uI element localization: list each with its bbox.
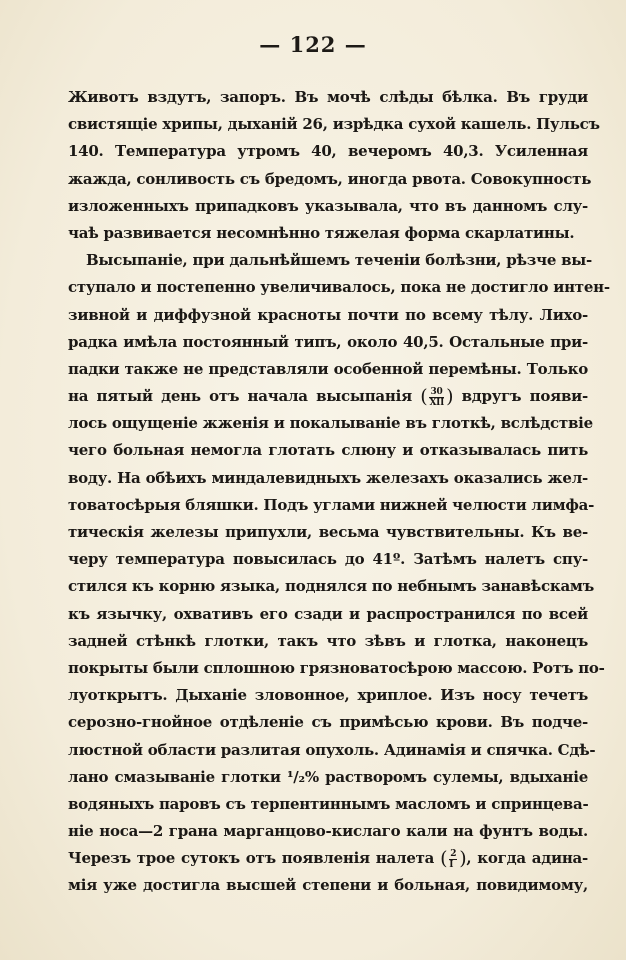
text-line: покрыты были сплошною грязноватосѣрою массою. Ротъ по-	[68, 658, 605, 677]
text-line: жажда, сонливость съ бредомъ, иногда рвота. Совокупность	[68, 169, 592, 188]
text-line: люстной области разлитая опухоль. Адинамія и спячка. Сдѣ-	[68, 740, 596, 759]
text-line-with-fraction	[68, 383, 588, 410]
text-line: ніе носа—2 грана марганцово-кислаго кали на фунтъ воды.	[68, 822, 588, 841]
date-fraction	[429, 387, 444, 408]
paren-open: (	[440, 847, 448, 870]
text-line: Высыпаніе, при дальнѣйшемъ теченіи болѣзни, рѣзче вы-	[86, 251, 593, 270]
text-line: задней стѣнкѣ глотки, такъ что зѣвъ и глотка, наконецъ	[68, 631, 588, 650]
text-line: чаѣ развивается несомнѣнно тяжелая форма скарлатины.	[68, 223, 575, 242]
body-text	[68, 84, 610, 900]
date-fraction	[449, 849, 457, 870]
text-segment: , когда адина-	[466, 849, 588, 868]
text-line: падки также не представляли особенной перемѣны. Только	[68, 359, 588, 378]
text-line: мія уже достигла высшей степени и больная, повидимому,	[68, 876, 588, 895]
text-segment: на пятый день отъ начала высыпанія	[68, 387, 412, 406]
paren-close: )	[459, 847, 467, 870]
text-segment: вдругъ появи-	[461, 387, 588, 406]
text-line-with-fraction	[68, 845, 588, 872]
text-line: черу температура повысилась до 41º. Затѣмъ налетъ спу-	[68, 550, 588, 569]
text-line: тическія железы припухли, весьма чувствительны. Къ ве-	[68, 523, 588, 541]
text-line: лано смазываніе глотки ¹/₂% растворомъ сулемы, вдыханіе	[68, 767, 588, 786]
text-line: Животъ вздутъ, запоръ. Въ мочѣ слѣды бѣлка. Въ груди	[68, 88, 588, 106]
text-line: ступало и постепенно увеличивалось, пока не достигло интен-	[68, 278, 610, 297]
text-line: радка имѣла постоянный типъ, около 40,5. Остальные при-	[68, 332, 588, 351]
text-segment: Черезъ трое сутокъ отъ появленія налета	[68, 849, 435, 868]
text-line: зивной и диффузной красноты почти по всему тѣлу. Лихо-	[68, 305, 588, 324]
text-line: къ язычку, охвативъ его сзади и распространился по всей	[68, 604, 588, 623]
paren-close: )	[446, 385, 454, 408]
text-line: свистящіе хрипы, дыханій 26, изрѣдка сухой кашель. Пульсъ	[68, 115, 600, 134]
fraction-numerator: 2	[450, 848, 457, 859]
fraction-numerator: 30	[430, 386, 443, 397]
text-line: воду. На обѣихъ миндалевидныхъ железахъ оказались жел-	[68, 468, 588, 487]
fraction-denominator: I	[449, 859, 454, 870]
text-line: серозно-гнойное отдѣленіе съ примѣсью крови. Въ подче-	[68, 713, 588, 732]
text-line: водяныхъ паровъ съ терпентиннымъ масломъ и спринцева-	[68, 794, 589, 813]
text-line: стился къ корню языка, поднялся по небнымъ занавѣскамъ	[68, 577, 594, 596]
text-line: луоткрытъ. Дыханіе зловонное, хриплое. Изъ носу течетъ	[68, 686, 588, 705]
text-line: 140. Температура утромъ 40, вечеромъ 40,3. Усиленная	[68, 142, 588, 161]
text-line: чего больная немогла глотать слюну и отказывалась пить	[68, 441, 588, 460]
paren-open: (	[420, 385, 428, 408]
text-line: изложенныхъ припадковъ указывала, что въ данномъ слу-	[68, 196, 588, 215]
fraction-denominator: XII	[429, 397, 445, 408]
text-line: лось ощущеніе жженія и покалываніе въ глоткѣ, вслѣдствіе	[68, 414, 593, 433]
text-line: товатосѣрыя бляшки. Подъ углами нижней челюсти лимфа-	[68, 495, 595, 514]
page-number: — 122 —	[259, 32, 367, 57]
